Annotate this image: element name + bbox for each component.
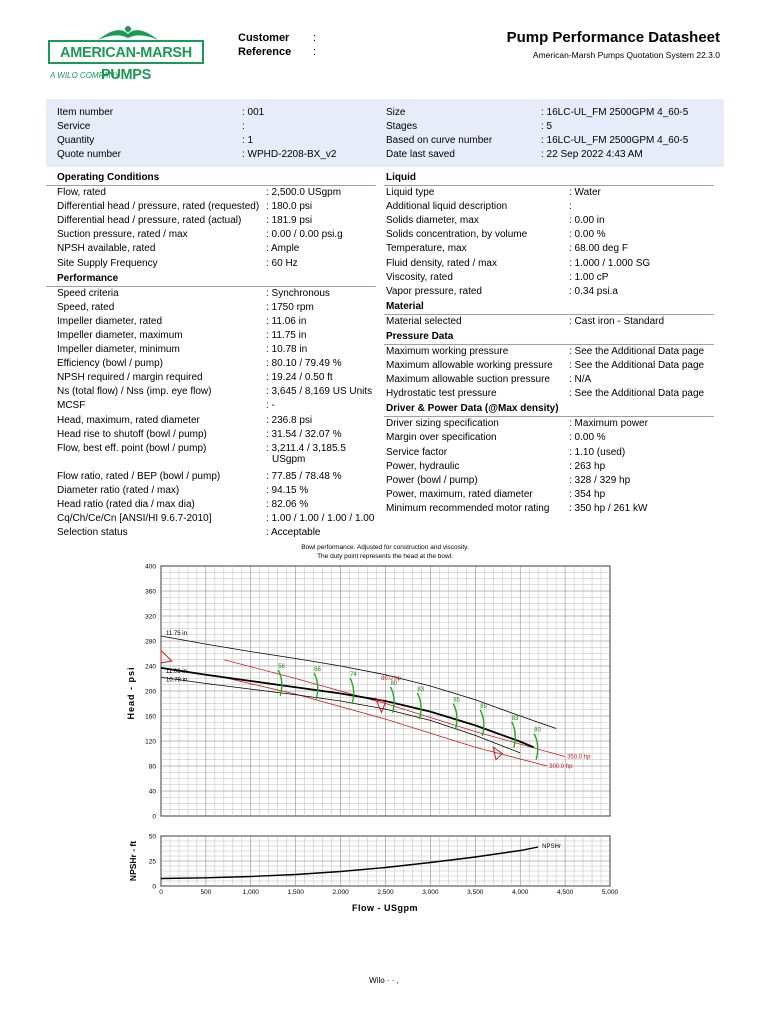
bep-label: 80.0 hp bbox=[381, 675, 402, 682]
y-tick-label: 80 bbox=[148, 763, 156, 771]
field-value: : 94.15 % bbox=[266, 484, 309, 496]
field-label: Speed criteria bbox=[57, 287, 119, 299]
x-tick-label: 1,000 bbox=[242, 889, 259, 896]
y-tick-label: 50 bbox=[148, 833, 156, 841]
x-tick-label: 3,500 bbox=[467, 889, 484, 896]
field-label: Selection status bbox=[57, 527, 128, 539]
field-value: : 2,500.0 USgpm bbox=[266, 187, 342, 198]
field-value: : 1.00 / 1.00 / 1.00 / 1.00 bbox=[266, 513, 375, 525]
section-rule bbox=[384, 344, 714, 345]
y-tick-label: 40 bbox=[148, 788, 156, 796]
x-tick-label: 2,000 bbox=[332, 889, 349, 896]
section-title: Performance bbox=[57, 272, 119, 284]
x-tick-label: 3,000 bbox=[422, 889, 439, 896]
y-tick-label: 25 bbox=[148, 858, 156, 866]
field-value: : 354 hp bbox=[569, 488, 606, 500]
field-value: : 82.06 % bbox=[266, 499, 309, 510]
field-value: : Maximum power bbox=[569, 418, 648, 430]
efficiency-label: 85 bbox=[480, 703, 487, 710]
section-rule bbox=[46, 286, 376, 287]
diameter-label: 10.78 in bbox=[166, 677, 188, 684]
power-curve-label: 350.0 hp bbox=[567, 754, 591, 761]
field-label: Flow ratio, rated / BEP (bowl / pump) bbox=[57, 470, 221, 482]
x-tick-label: 5,000 bbox=[601, 889, 619, 896]
info-value: : 1 bbox=[242, 135, 254, 146]
head-chart bbox=[126, 540, 630, 840]
head-yticks bbox=[145, 564, 156, 821]
section-title: Operating Conditions bbox=[57, 172, 160, 183]
field-label: MCSF bbox=[57, 400, 86, 412]
field-value: : 1.00 cP bbox=[569, 271, 609, 283]
chart-subtitle: The duty point represents the head at the bowl. bbox=[317, 553, 453, 560]
section-title: Driver & Power Data (@Max density) bbox=[386, 403, 559, 415]
info-value: : bbox=[242, 121, 245, 132]
field-value: : 3,645 / 8,169 US Units bbox=[266, 386, 373, 398]
field-label: Viscosity, rated bbox=[386, 271, 453, 283]
field-label: Power (bowl / pump) bbox=[386, 474, 478, 486]
y-tick-label: 0 bbox=[152, 813, 156, 821]
field-value-cont: USgpm bbox=[272, 453, 306, 465]
field-value: : 328 / 329 hp bbox=[569, 474, 631, 486]
x-tick-label: 1,500 bbox=[287, 889, 304, 896]
field-value: : Synchronous bbox=[266, 287, 330, 299]
field-value: : 1750 rpm bbox=[266, 301, 314, 313]
page-subtitle: American-Marsh Pumps Quotation System 22.3.0 bbox=[532, 50, 720, 60]
info-label: Based on curve number bbox=[386, 135, 493, 146]
x-tick-label: 2,500 bbox=[377, 889, 394, 896]
field-label: Ns (total flow) / Nss (imp. eye flow) bbox=[57, 386, 212, 398]
y-tick-label: 0 bbox=[152, 883, 156, 891]
field-label: Cq/Ch/Ce/Cn [ANSI/HI 9.6.7-2010] bbox=[57, 513, 212, 525]
field-value: : Water bbox=[569, 187, 601, 198]
reference-colon: : bbox=[313, 46, 317, 58]
field-label: Impeller diameter, rated bbox=[57, 315, 163, 327]
field-label: Liquid type bbox=[386, 187, 435, 198]
field-value: : 0.00 in bbox=[569, 215, 605, 227]
info-label: Size bbox=[386, 107, 406, 118]
field-value: : Cast iron - Standard bbox=[569, 315, 665, 327]
field-label: Speed, rated bbox=[57, 301, 115, 313]
field-value: : 0.00 % bbox=[569, 229, 606, 241]
field-value: : 68.00 deg F bbox=[569, 243, 628, 255]
y-tick-label: 200 bbox=[145, 688, 156, 696]
logo-wordmark: AMERICAN-MARSH PUMPS bbox=[48, 40, 204, 64]
npsh-chart bbox=[130, 828, 630, 918]
field-label: Hydrostatic test pressure bbox=[386, 388, 497, 400]
page-title: Pump Performance Datasheet bbox=[506, 29, 720, 46]
field-value: : 181.9 psi bbox=[266, 215, 313, 227]
section-rule bbox=[46, 185, 376, 186]
info-value: : 5 bbox=[541, 121, 553, 132]
efficiency-label: 83 bbox=[417, 687, 425, 693]
info-label: Quantity bbox=[57, 135, 95, 146]
info-label: Date last saved bbox=[386, 149, 455, 160]
info-label: Service bbox=[57, 121, 91, 132]
field-value: : Ample bbox=[266, 243, 300, 255]
x-tick-label: 500 bbox=[200, 889, 212, 896]
field-value: : 0.34 psi.a bbox=[569, 285, 618, 297]
field-label: Additional liquid description bbox=[386, 201, 508, 213]
field-label: Impeller diameter, maximum bbox=[57, 329, 183, 341]
field-value: : 1.000 / 1.000 SG bbox=[569, 257, 651, 269]
logo-subtitle: A WILO COMPANY bbox=[50, 71, 120, 80]
section-rule bbox=[384, 416, 714, 417]
efficiency-label: 80 bbox=[534, 727, 541, 734]
field-value: : Acceptable bbox=[266, 527, 321, 539]
y-tick-label: 400 bbox=[145, 563, 156, 571]
customer-colon: : bbox=[313, 32, 317, 44]
field-label: Differential head / pressure, rated (actual) bbox=[57, 215, 242, 227]
field-value: : 77.85 / 78.48 % bbox=[266, 470, 342, 482]
efficiency-label: 56 bbox=[278, 663, 285, 670]
efficiency-label: 85 bbox=[453, 697, 461, 704]
field-label: Site Supply Frequency bbox=[57, 257, 158, 269]
field-value: : N/A bbox=[569, 374, 592, 386]
section-title: Liquid bbox=[386, 172, 416, 183]
y-tick-label: 160 bbox=[145, 713, 156, 721]
info-value: : 16LC-UL_FM 2500GPM 4_60-5 bbox=[541, 107, 689, 118]
y-tick-label: 240 bbox=[145, 663, 156, 671]
field-label: Solids concentration, by volume bbox=[386, 229, 528, 241]
field-value: : 0.00 % bbox=[569, 432, 606, 444]
reference-label: Reference bbox=[238, 46, 292, 58]
field-label: Head, maximum, rated diameter bbox=[57, 414, 200, 426]
field-label: NPSH available, rated bbox=[57, 243, 156, 255]
field-value: : 60 Hz bbox=[266, 257, 298, 269]
field-value: : 11.75 in bbox=[266, 329, 307, 341]
info-value: : 22 Sep 2022 4:43 AM bbox=[541, 149, 643, 160]
field-label: Solids diameter, max bbox=[386, 215, 479, 227]
field-value: : See the Additional Data page bbox=[569, 345, 705, 357]
field-value: : 0.00 / 0.00 psi.g bbox=[266, 229, 343, 241]
section-title: Material bbox=[386, 300, 424, 312]
field-value: : See the Additional Data page bbox=[569, 388, 705, 400]
y-tick-label: 280 bbox=[145, 638, 156, 646]
y-tick-label: 360 bbox=[145, 588, 156, 596]
customer-label: Customer bbox=[238, 32, 290, 44]
y-tick-label: 120 bbox=[145, 738, 156, 746]
npshr-label: NPSHr bbox=[542, 844, 561, 850]
npsh-xlabel: Flow - USgpm bbox=[352, 903, 418, 913]
field-value: : 31.54 / 32.07 % bbox=[266, 428, 342, 440]
diameter-label: 11.75 in bbox=[166, 631, 187, 637]
head-ylabel: Head - psi bbox=[126, 666, 136, 720]
field-label: Minimum recommended motor rating bbox=[386, 502, 550, 514]
field-label: Impeller diameter, minimum bbox=[57, 344, 180, 355]
field-label: Differential head / pressure, rated (requested) bbox=[57, 201, 260, 213]
efficiency-label: 74 bbox=[350, 672, 357, 678]
field-label: Flow, best eff. point (bowl / pump) bbox=[57, 442, 207, 454]
field-value: : See the Additional Data page bbox=[569, 360, 705, 371]
info-value: : 001 bbox=[242, 107, 265, 118]
info-label: Quote number bbox=[57, 149, 121, 160]
section-rule bbox=[384, 314, 714, 315]
field-label: Power, hydraulic bbox=[386, 460, 460, 472]
field-label: Power, maximum, rated diameter bbox=[386, 488, 533, 500]
info-label: Stages bbox=[386, 121, 418, 132]
footer-text: Wilo · · , bbox=[369, 976, 399, 985]
field-value: : 263 hp bbox=[569, 460, 606, 472]
field-label: Head ratio (rated dia / max dia) bbox=[57, 499, 195, 510]
diameter-label: 11.06 in bbox=[166, 668, 187, 675]
field-value: : - bbox=[266, 400, 275, 412]
field-label: Margin over specification bbox=[386, 432, 497, 444]
head-grid bbox=[161, 566, 610, 816]
field-label: Flow, rated bbox=[57, 187, 106, 198]
field-label: NPSH required / margin required bbox=[57, 372, 203, 384]
field-label: Maximum allowable working pressure bbox=[386, 360, 553, 371]
info-value: : 16LC-UL_FM 2500GPM 4_60-5 bbox=[541, 135, 689, 146]
field-label: Vapor pressure, rated bbox=[386, 285, 482, 297]
field-label: Diameter ratio (rated / max) bbox=[57, 484, 180, 496]
field-label: Maximum allowable suction pressure bbox=[386, 374, 550, 386]
field-value: : 236.8 psi bbox=[266, 414, 313, 426]
field-value: : 10.78 in bbox=[266, 344, 308, 355]
efficiency-label: 83 bbox=[511, 715, 519, 722]
field-value: : 1.10 (used) bbox=[569, 446, 626, 458]
field-label: Driver sizing specification bbox=[386, 418, 499, 430]
field-value: : 19.24 / 0.50 ft bbox=[266, 372, 333, 384]
efficiency-label: 66 bbox=[314, 667, 321, 673]
chart-title: Bowl performance. Adjusted for construction and viscosity. bbox=[301, 544, 469, 551]
section-title: Pressure Data bbox=[386, 330, 454, 342]
x-tick-label: 4,500 bbox=[556, 889, 574, 896]
field-value: : 350 hp / 261 kW bbox=[569, 502, 648, 514]
field-label: Efficiency (bowl / pump) bbox=[57, 358, 163, 370]
field-value: : 3,211.4 / 3,185.5 bbox=[266, 442, 346, 454]
field-label: Temperature, max bbox=[386, 243, 467, 255]
x-tick-label: 4,000 bbox=[512, 889, 529, 896]
field-label: Suction pressure, rated / max bbox=[57, 229, 188, 241]
x-tick-label: 0 bbox=[159, 889, 163, 896]
field-label: Head rise to shutoff (bowl / pump) bbox=[57, 428, 207, 440]
field-value: : bbox=[569, 201, 572, 213]
efficiency-label: 80 bbox=[390, 680, 398, 687]
info-value: : WPHD-2208-BX_v2 bbox=[242, 149, 337, 160]
section-rule bbox=[384, 185, 714, 186]
field-label: Service factor bbox=[386, 446, 448, 458]
power-curve-label: 300.0 hp bbox=[549, 764, 573, 770]
info-label: Item number bbox=[57, 107, 114, 118]
field-label: Material selected bbox=[386, 315, 462, 327]
y-tick-label: 320 bbox=[145, 613, 156, 621]
field-value: : 11.06 in bbox=[266, 315, 307, 327]
field-value: : 180.0 psi bbox=[266, 201, 313, 213]
field-value: : 80.10 / 79.49 % bbox=[266, 358, 342, 370]
npsh-ylabel: NPSHr - ft bbox=[128, 840, 138, 882]
field-label: Fluid density, rated / max bbox=[386, 257, 497, 269]
field-label: Maximum working pressure bbox=[386, 345, 509, 357]
